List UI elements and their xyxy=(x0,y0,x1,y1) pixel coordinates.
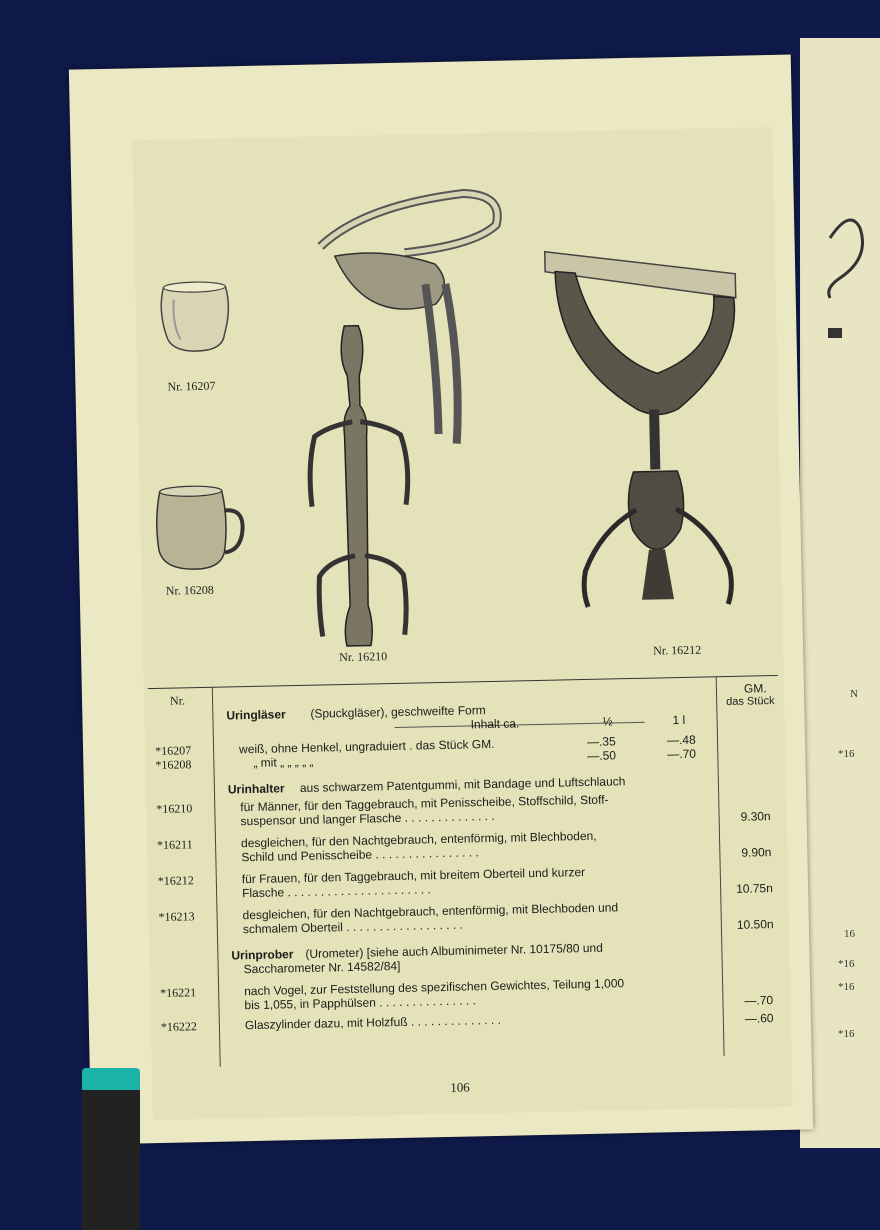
row-text-line1: desgleichen, für den Nachtgebrauch, entenförmig, mit Blechboden, xyxy=(240,828,597,851)
catalog-page xyxy=(69,55,813,1145)
illustrations xyxy=(132,127,784,700)
column-header-gm: GM. xyxy=(743,681,767,696)
caption-16207: Nr. 16207 xyxy=(167,378,216,394)
table-rule-left xyxy=(212,687,221,1067)
urine-glass-illustration xyxy=(161,281,230,351)
adjacent-fragment: N xyxy=(850,688,858,700)
section-title-urinprober: Urinprober xyxy=(231,947,294,963)
adjacent-fragment: *16 xyxy=(838,981,855,993)
price-table xyxy=(148,675,786,1078)
row-text-line2: schmalem Oberteil . . . . . . . . . . . . . . . . . . xyxy=(242,917,464,937)
table-rule-right xyxy=(716,676,725,1056)
section-title-urinhalter: Urinhalter xyxy=(227,781,285,797)
section-desc-urinprober: (Urometer) [siehe auch Albuminimeter Nr. 10175/80 und xyxy=(305,940,603,961)
column-header-nr: Nr. xyxy=(169,693,186,708)
section-desc2-urinprober: Saccharometer Nr. 14582/84] xyxy=(243,958,401,977)
subheader-half: ½ xyxy=(602,714,613,729)
row-price: 9.90n xyxy=(741,845,772,860)
adjacent-fragment: *16 xyxy=(838,748,855,760)
column-header-per-piece: das Stück xyxy=(726,695,775,709)
subheader-one: 1 l xyxy=(672,712,686,728)
row-text-line1: Glaszylinder dazu, mit Holzfuß . . . . . . . . . . . . . . xyxy=(244,1012,502,1033)
subheader-inhalt: Inhalt ca. xyxy=(470,716,520,732)
male-urinal-illustration xyxy=(304,193,506,647)
section-title-uringlaeser: Uringläser xyxy=(226,707,286,723)
row-price: 9.30n xyxy=(740,809,771,824)
row-text-line2: suspensor und langer Flasche . . . . . . . . . . . . . . xyxy=(240,808,495,829)
row-text: „ mit „ „ „ „ „ xyxy=(253,754,314,770)
row-price: —.70 xyxy=(744,993,774,1008)
row-nr: *16211 xyxy=(156,837,193,852)
caption-16212: Nr. 16212 xyxy=(652,642,702,658)
urine-mug-illustration xyxy=(156,485,244,570)
adjacent-fragment: *16 xyxy=(838,1028,855,1040)
row-text-line1: nach Vogel, zur Feststellung des spezifischen Gewichtes, Teilung 1,000 xyxy=(244,976,625,999)
row-nr: *16212 xyxy=(157,873,194,888)
row-price-one: —.70 xyxy=(667,746,697,762)
female-urinal-illustration xyxy=(545,248,742,608)
adjacent-page xyxy=(800,38,880,1148)
adjacent-fragment: 16 xyxy=(844,928,855,940)
row-text-line2: bis 1,055, in Papphülsen . . . . . . . . . . . . . . . xyxy=(244,993,477,1013)
row-price-one: —.48 xyxy=(666,732,696,748)
row-price: 10.50n xyxy=(736,917,774,932)
section-desc-urinhalter: aus schwarzem Patentgummi, mit Bandage und Luftschlauch xyxy=(299,774,626,795)
caption-16208: Nr. 16208 xyxy=(165,582,214,598)
row-price: 10.75n xyxy=(735,881,773,896)
row-nr: *16208 xyxy=(155,757,192,773)
row-text-line2: Schild und Penisscheibe . . . . . . . . . . . . . . . . xyxy=(241,845,479,865)
row-nr: *16207 xyxy=(154,743,192,759)
caption-16210: Nr. 16210 xyxy=(339,649,388,665)
row-price-half: —.35 xyxy=(586,734,616,749)
row-nr: *16213 xyxy=(158,909,195,924)
adjacent-illustration xyxy=(800,198,880,398)
page-number: 106 xyxy=(450,1079,470,1095)
row-price-half: —.50 xyxy=(587,748,617,763)
row-text-line2: Flasche . . . . . . . . . . . . . . . . . . . . . . xyxy=(241,882,431,901)
row-nr: *16210 xyxy=(156,801,193,817)
row-nr: *16222 xyxy=(160,1019,198,1034)
row-nr: *16221 xyxy=(160,985,197,1000)
row-text-line1: für Männer, für den Taggebrauch, mit Penisscheibe, Stoffschild, Stoff- xyxy=(240,792,609,815)
adjacent-fragment: *16 xyxy=(838,958,855,970)
row-text-line1: für Frauen, für den Taggebrauch, mit breitem Oberteil und kurzer xyxy=(241,865,586,887)
row-text: weiß, ohne Henkel, ungraduiert . das Stück GM. xyxy=(238,736,495,757)
row-price: —.60 xyxy=(744,1011,774,1026)
row-text-line1: desgleichen, für den Nachtgebrauch, entenförmig, mit Blechboden und xyxy=(242,900,619,923)
binder-clip xyxy=(82,1068,140,1230)
section-desc-uringlaeser: (Spuckgläser), geschweifte Form xyxy=(310,703,486,721)
